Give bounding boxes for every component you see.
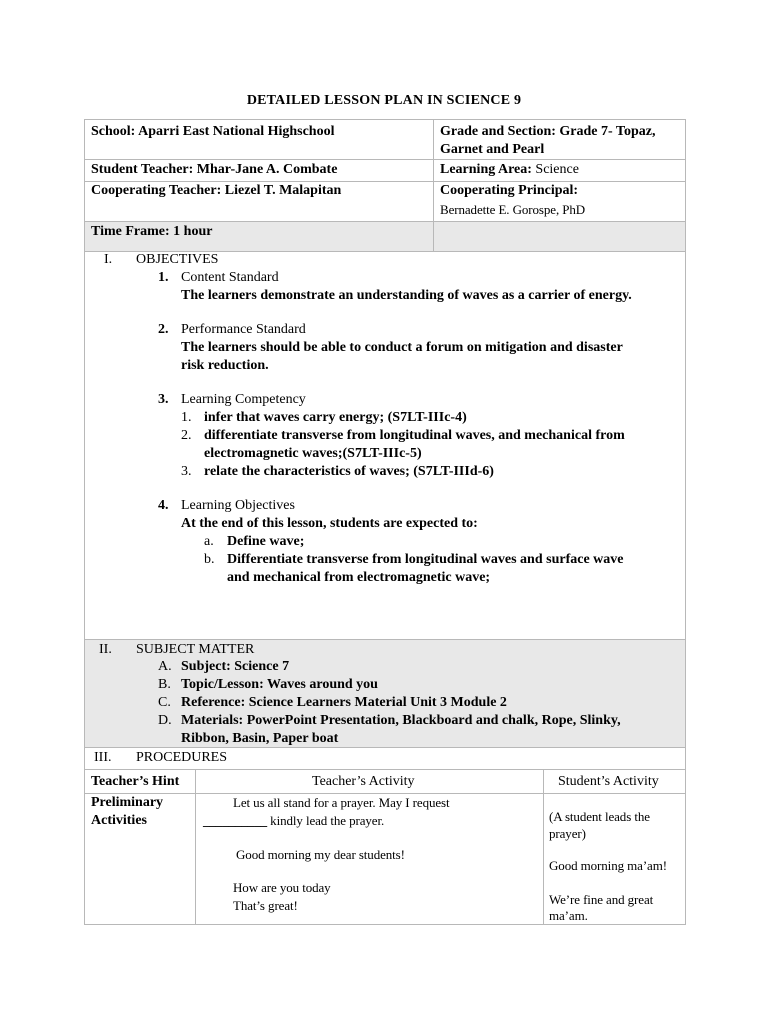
teacher-line-lead-text: kindly lead the prayer. [270, 813, 385, 828]
subject-item-d-text-line2: Ribbon, Basin, Paper boat [181, 731, 339, 746]
competency-item-1-text: infer that waves carry energy; (S7LT-IIIc-4) [204, 410, 467, 425]
objectives-numeral: I. [104, 252, 113, 267]
grade-label: Grade and Section: [440, 124, 556, 139]
page-title: DETAILED LESSON PLAN IN SCIENCE 9 [246, 93, 522, 108]
performance-standard-line2: risk reduction. [181, 358, 269, 373]
competency-num: 3. [158, 392, 169, 407]
content-standard-num: 1. [158, 270, 169, 285]
competency-item-3-text: relate the characteristics of waves; (S7LT-IIId-6) [204, 464, 494, 479]
learning-objective-a-letter: a. [204, 534, 214, 549]
teacher-line-great: That’s great! [233, 898, 298, 913]
performance-standard-num: 2. [158, 322, 169, 337]
grade-value: Grade 7- Topaz, [559, 124, 656, 139]
col-header-student: Student’s Activity [558, 774, 659, 789]
learning-objective-b-text: Differentiate transverse from longitudinal waves and surface wave [227, 552, 624, 567]
learning-objective-a-text: Define wave; [227, 534, 305, 549]
coop-principal-label: Cooperating Principal: [440, 183, 579, 198]
teacher-line-greeting: Good morning my dear students! [236, 847, 405, 862]
subject-matter-numeral: II. [99, 642, 112, 657]
coop-teacher-label: Cooperating Teacher: [91, 183, 222, 198]
student-teacher-value: Mhar-Jane A. Combate [196, 162, 338, 177]
performance-standard-line1: The learners should be able to conduct a forum on mitigation and disaster [181, 340, 623, 355]
student-line-maam: ma’am. [549, 908, 588, 923]
content-standard-text: The learners demonstrate an understanding of waves as a carrier of energy. [181, 288, 632, 303]
time-frame-label: Time Frame: [91, 224, 170, 239]
subject-item-b-text: Topic/Lesson: Waves around you [181, 677, 378, 692]
competency-item-2-text: differentiate transverse from longitudinal waves, and mechanical from [204, 428, 625, 443]
competency-title: Learning Competency [181, 392, 306, 407]
blank-line: __________ [203, 813, 268, 828]
learning-objective-b-letter: b. [204, 552, 215, 567]
hint-preliminary: Preliminary [91, 795, 164, 810]
competency-item-2-num: 2. [181, 428, 192, 443]
school-value: Aparri East National Highschool [138, 124, 335, 139]
subject-item-b-letter: B. [158, 677, 171, 692]
coop-principal-value: Bernadette E. Gorospe, PhD [440, 202, 586, 217]
student-line-fine: We’re fine and great [549, 892, 654, 907]
performance-standard-title: Performance Standard [181, 322, 306, 337]
school-label: School: [91, 124, 136, 139]
competency-item-2-text-line2: electromagnetic waves;(S7LT-IIIc-5) [204, 446, 422, 461]
procedures-heading: PROCEDURES [136, 750, 228, 765]
col-header-hint: Teacher’s Hint [91, 774, 180, 789]
subject-item-d-text: Materials: PowerPoint Presentation, Blackboard and chalk, Rope, Slinky, [181, 713, 621, 728]
subject-item-d-letter: D. [158, 713, 172, 728]
time-frame-field [91, 223, 212, 241]
content-standard-title: Content Standard [181, 270, 279, 285]
teacher-line-lead [203, 812, 384, 830]
school-field [91, 123, 334, 141]
student-line-prayer: prayer) [549, 826, 586, 841]
student-teacher-field [91, 161, 337, 179]
learning-objectives-num: 4. [158, 498, 169, 513]
learning-area-field [440, 161, 579, 179]
teacher-line-how-are-you: How are you today [233, 880, 331, 895]
subject-item-c-letter: C. [158, 695, 171, 710]
grade-field [440, 123, 655, 141]
hint-activities: Activities [91, 813, 147, 828]
learning-area-label: Learning Area: [440, 162, 532, 177]
time-frame-value: 1 hour [173, 224, 213, 239]
competency-item-3-num: 3. [181, 464, 192, 479]
col-header-teacher: Teacher’s Activity [312, 774, 415, 789]
grade-value-line2: Garnet and Pearl [440, 142, 545, 157]
coop-teacher-field [91, 182, 341, 200]
learning-objectives-intro: At the end of this lesson, students are expected to: [181, 516, 478, 531]
student-line-greeting: Good morning ma’am! [549, 858, 667, 873]
subject-item-c-text: Reference: Science Learners Material Unit 3 Module 2 [181, 695, 507, 710]
subject-item-a-letter: A. [158, 659, 172, 674]
learning-objectives-title: Learning Objectives [181, 498, 295, 513]
learning-objective-b-text-line2: and mechanical from electromagnetic wave; [227, 570, 491, 585]
student-line-leads: (A student leads the [549, 809, 650, 824]
teacher-line-prayer: Let us all stand for a prayer. May I request [233, 795, 450, 810]
competency-item-1-num: 1. [181, 410, 192, 425]
learning-area-value: Science [535, 162, 579, 177]
coop-teacher-value: Liezel T. Malapitan [224, 183, 342, 198]
objectives-heading: OBJECTIVES [136, 252, 219, 267]
procedures-numeral: III. [94, 750, 112, 765]
subject-matter-heading: SUBJECT MATTER [136, 642, 255, 657]
subject-item-a-text: Subject: Science 7 [181, 659, 290, 674]
student-teacher-label: Student Teacher: [91, 162, 194, 177]
